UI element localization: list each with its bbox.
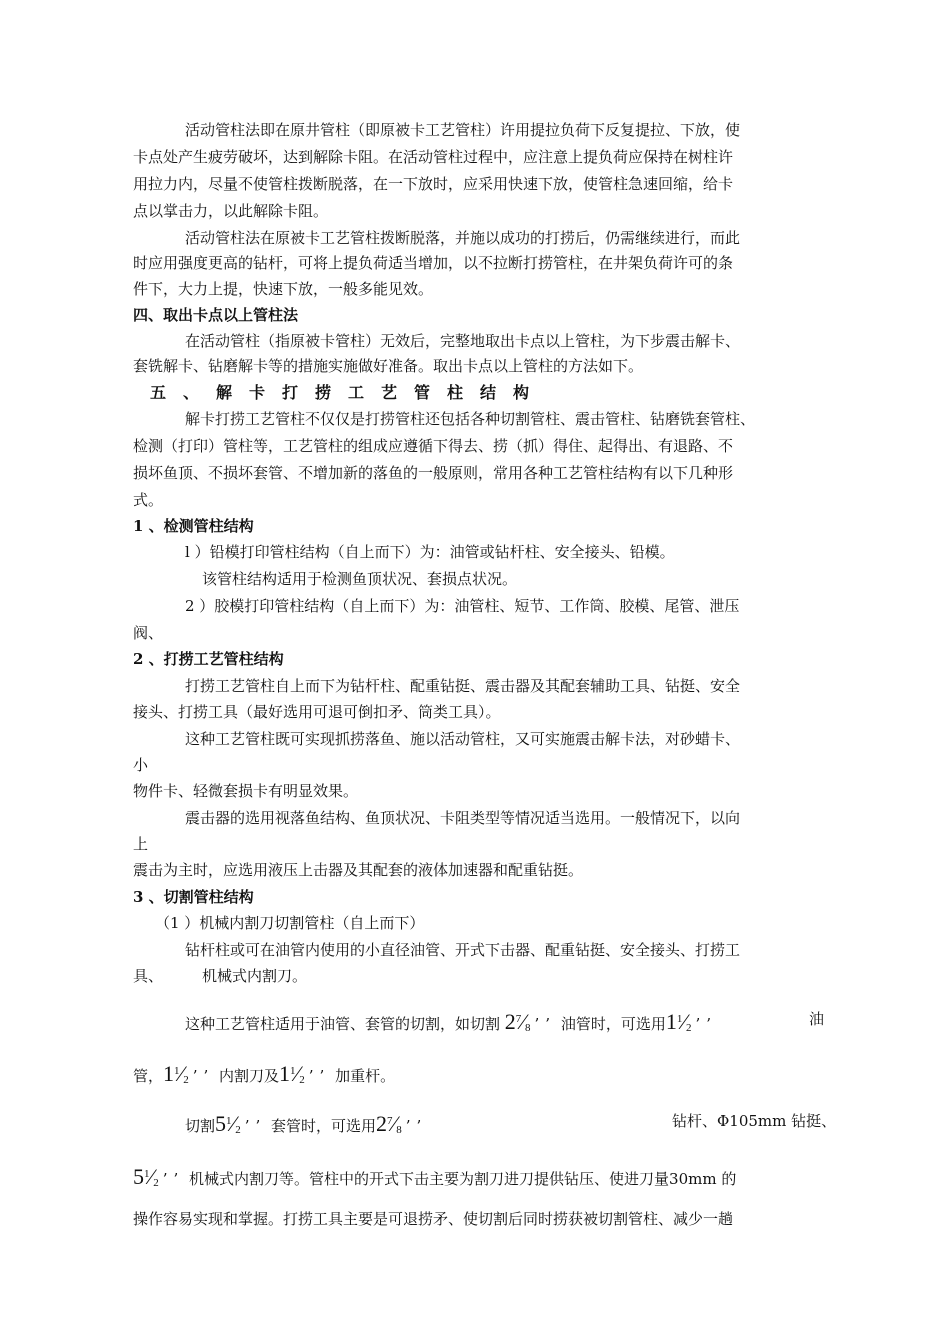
fraction-whole: 2 bbox=[376, 1111, 388, 1136]
text-segment: 管， bbox=[133, 1067, 164, 1085]
fraction-whole: 2 bbox=[504, 1009, 516, 1034]
fraction-denominator: 2 bbox=[299, 1074, 305, 1086]
fraction-2-7-8: $2^7⁄_8$ bbox=[376, 1111, 402, 1136]
subheading-2: 2 、打捞工艺管柱结构 bbox=[133, 650, 284, 668]
paragraph-line: 该管柱结构适用于检测鱼顶状况、套损点状况。 bbox=[202, 570, 518, 588]
paragraph-line: 式。 bbox=[133, 491, 164, 509]
fraction-2-7-8: $2^7⁄_8$ bbox=[504, 1009, 531, 1034]
paragraph-line: 件下，大力上提，快速下放，一般多能见效。 bbox=[133, 280, 434, 298]
fraction-1-1-2: $1^1⁄_2$ bbox=[163, 1061, 189, 1086]
paragraph-line-with-fractions bbox=[133, 1058, 395, 1093]
fraction-whole: 1 bbox=[665, 1009, 677, 1034]
paragraph-line: 这种工艺管柱既可实现抓捞落鱼、施以活动管柱，又可实施震击解卡法，对砂蜡卡、 bbox=[185, 730, 741, 748]
fraction-whole: 5 bbox=[133, 1164, 144, 1189]
paragraph-line: 小 bbox=[133, 756, 149, 774]
paragraph-line: 在活动管柱（指原被卡管柱）无效后，完整地取出卡点以上管柱，为下步震击解卡、 bbox=[185, 332, 741, 350]
inch-mark: ’’ bbox=[695, 1015, 718, 1033]
paragraph-line: 钻杆柱或可在油管内使用的小直径油管、开式下击器、配重钻挺、安全接头、打捞工 bbox=[185, 941, 741, 959]
paragraph-line: 物件卡、轻微套损卡有明显效果。 bbox=[133, 782, 359, 800]
inch-mark: ’’ bbox=[308, 1067, 331, 1085]
fraction-numerator: 1 bbox=[174, 1065, 180, 1077]
paragraph-line: 阀、 bbox=[133, 624, 164, 642]
inch-mark: ’’ bbox=[244, 1117, 267, 1135]
text-segment: 油管时，可选用 bbox=[560, 1015, 666, 1033]
fraction-5-1-2: $5^1⁄_2$ bbox=[133, 1164, 159, 1189]
fraction-denominator: 8 bbox=[396, 1124, 402, 1136]
fraction-denominator: 2 bbox=[183, 1074, 189, 1086]
fraction-numerator: 1 bbox=[676, 1013, 683, 1025]
paragraph-line: 卡点处产生疲劳破坏，达到解除卡阻。在活动管柱过程中，应注意上提负荷应保持在树柱许 bbox=[133, 148, 734, 166]
fraction-numerator: 7 bbox=[387, 1115, 393, 1127]
paragraph-line: 检测（打印）管柱等，工艺管柱的组成应遵循下得去、捞（抓）得住、起得出、有退路、不 bbox=[133, 437, 734, 455]
paragraph-line: 震击器的选用视落鱼结构、鱼顶状况、卡阻类型等情况适当选用。一般情况下，以向 bbox=[185, 809, 741, 827]
paragraph-line-with-fractions bbox=[133, 1161, 736, 1196]
paragraph-line: 操作容易实现和掌握。打捞工具主要是可退捞矛、使切割后同时捞获被切割管柱、减少一趟 bbox=[133, 1210, 734, 1228]
fraction-1-1-2: $1^1⁄_2$ bbox=[665, 1009, 692, 1034]
text-segment: 加重杆。 bbox=[335, 1067, 396, 1085]
paragraph-line: 接头、打捞工具（最好选用可退可倒扣矛、筒类工具）。 bbox=[133, 703, 501, 721]
text-segment: 套管时，可选用 bbox=[271, 1117, 377, 1135]
fraction-numerator: 1 bbox=[226, 1115, 232, 1127]
text-segment: 机械式内割刀等。管柱中的开式下击主要为割刀进刀提供钻压、使进刀量30mm 的 bbox=[189, 1170, 737, 1188]
paragraph-line: 打捞工艺管柱自上而下为钻杆柱、配重钻挺、震击器及其配套辅助工具、钻挺、安全 bbox=[185, 677, 741, 695]
section-heading-5: 五、解卡打捞工艺管柱结构 bbox=[150, 383, 547, 402]
paragraph-line: 上 bbox=[133, 835, 149, 853]
paragraph-line: 机械式内割刀。 bbox=[202, 967, 308, 985]
paragraph-line: 点以掌击力，以此解除卡阻。 bbox=[133, 202, 329, 220]
fraction-denominator: 2 bbox=[235, 1124, 241, 1136]
text-segment: 这种工艺管柱适用于油管、套管的切割，如切割 bbox=[185, 1015, 501, 1033]
fraction-numerator: 1 bbox=[144, 1168, 150, 1180]
fraction-denominator: 2 bbox=[686, 1022, 692, 1034]
paragraph-line: 具、 bbox=[133, 967, 164, 985]
paragraph-line: 震击为主时，应选用液压上击器及其配套的液体加速器和配重钻挺。 bbox=[133, 861, 584, 879]
subheading-3: 3 、切割管柱结构 bbox=[133, 888, 254, 906]
text-segment: 内割刀及 bbox=[219, 1067, 280, 1085]
fraction-1-1-2: $1^1⁄_2$ bbox=[279, 1061, 305, 1086]
paragraph-line: 解卡打捞工艺管柱不仅仅是打捞管柱还包括各种切割管柱、震击管柱、钻磨铣套管柱、 bbox=[185, 410, 756, 428]
fraction-denominator: 8 bbox=[524, 1022, 531, 1034]
paragraph-line: 损坏鱼顶、不损坏套管、不增加新的落鱼的一般原则，常用各种工艺管柱结构有以下几种形 bbox=[133, 464, 734, 482]
paragraph-line: 活动管柱法即在原井管柱（即原被卡工艺管柱）许用提拉负荷下反复提拉、下放，使 bbox=[185, 121, 741, 139]
paragraph-line: 套铣解卡、钻磨解卡等的措施实施做好准备。取出卡点以上管柱的方法如下。 bbox=[133, 357, 644, 375]
fraction-whole: 5 bbox=[215, 1111, 227, 1136]
list-item: （1 ）机械内割刀切割管柱（自上而下） bbox=[155, 914, 425, 932]
list-item: 2 ）胶模打印管柱结构（自上而下）为：油管柱、短节、工作筒、胶模、尾管、泄压 bbox=[185, 597, 740, 615]
paragraph-line-with-fractions bbox=[185, 1108, 427, 1143]
text-segment: 钻杆、Φ105mm 钻挺、 bbox=[672, 1112, 837, 1130]
fraction-denominator: 2 bbox=[153, 1177, 159, 1189]
fraction-whole: 1 bbox=[279, 1061, 291, 1086]
paragraph-line: 时应用强度更高的钻杆，可将上提负荷适当增加，以不拉断打捞管柱，在井架负荷许可的条 bbox=[133, 254, 734, 272]
paragraph-line: 活动管柱法在原被卡工艺管柱拨断脱落，并施以成功的打捞后，仍需继续进行，而此 bbox=[185, 229, 741, 247]
fraction-numerator: 7 bbox=[515, 1013, 522, 1025]
text-segment: 油 bbox=[809, 1010, 825, 1028]
text-segment: 切割 bbox=[185, 1117, 216, 1135]
inch-mark: ’’ bbox=[534, 1015, 557, 1033]
inch-mark: ’’ bbox=[192, 1067, 215, 1085]
subheading-1: 1 、检测管柱结构 bbox=[133, 517, 254, 535]
fraction-5-1-2: $5^1⁄_2$ bbox=[215, 1111, 241, 1136]
fraction-whole: 1 bbox=[163, 1061, 175, 1086]
fraction-numerator: 1 bbox=[290, 1065, 296, 1077]
paragraph-line: 用拉力内，尽量不使管柱拨断脱落，在一下放时，应采用快速下放，使管柱急速回缩，给卡 bbox=[133, 175, 734, 193]
paragraph-line-with-fractions bbox=[185, 1006, 717, 1041]
list-item: l ）铅模打印管柱结构（自上而下）为：油管或钻杆柱、安全接头、铅模。 bbox=[185, 543, 675, 561]
inch-mark: ’’ bbox=[405, 1117, 428, 1135]
inch-mark: ’’ bbox=[162, 1170, 185, 1188]
section-heading-4: 四、取出卡点以上管柱法 bbox=[133, 306, 299, 324]
